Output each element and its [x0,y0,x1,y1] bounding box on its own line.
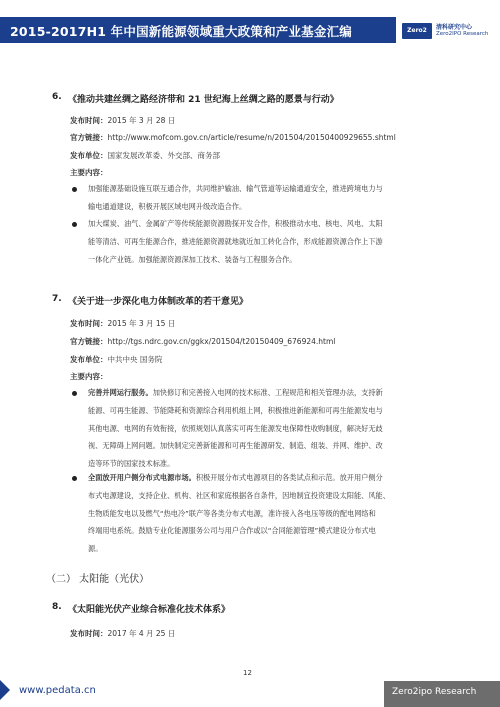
release-time-value: 2015 年 3 月 28 日 [107,116,176,125]
release-time-value: 2015 年 3 月 15 日 [107,319,176,328]
section-6-release-time [70,115,175,126]
official-link[interactable]: http://tgs.ndrc.gov.cn/ggkx/201504/t20150409_676924.html [107,337,336,346]
section-7-link [70,336,335,347]
bullet-icon [72,476,77,481]
zero2ipo-logo-icon: Zero2 [402,23,432,39]
section-6-publisher [70,150,220,161]
section-7-title: 《关于进一步深化电力体制改革的若干意见》 [68,297,249,307]
release-time-label: 发布时间： [70,629,108,638]
section-6-bullet-2: 加大煤炭、油气、金属矿产等传统能源资源勘探开发合作，积极推动水电、核电、风电、太阳 能等清洁、可再生能源合作，推进能源资源就地就近加工转化合作，形成能源资源合作上下游 一体化产业链。加强能源资源深加工技术、装备与工程服务合作。 [88,219,383,264]
bullet-icon [72,391,77,396]
section-6-number: 6. [52,92,62,102]
release-time-label: 发布时间： [70,319,108,328]
bullet-icon [72,222,77,227]
footer-brand: Zero2ipo Research [392,687,477,697]
section-7-release-time [70,318,175,329]
section-6-title: 《推动共建丝绸之路经济带和 21 世纪海上丝绸之路的愿景与行动》 [68,95,339,105]
page-number: 12 [243,669,252,677]
section-7-bullet-2: 全面放开用户侧分布式电源市场。积极开展分布式电源项目的各类试点和示范。放开用户侧分 布式电源建设，支持企业、机构、社区和家庭根据各自条件，因地制宜投资建设太阳能、风能、 生物质能发电以及燃气“热电冷”联产等各类分布式电源，准许接入各电压等级的配电网络和 终端用电系统。鼓励专业化能源服务公司与用户合作或以“合同能源管理”模式建设分布式电 源。 [88,473,390,554]
section-8-number: 8. [52,602,62,612]
section-7-number: 7. [52,294,62,304]
publisher-value: 国家发展改革委、外交部、商务部 [107,151,220,160]
section-6-content-label: 主要内容： [70,168,108,177]
publisher-label: 发布单位： [70,151,108,160]
footer-triangle-icon [0,680,10,700]
link-label: 官方链接： [70,133,108,142]
bullet-lead: 全面放开用户侧分布式电源市场。 [88,473,196,482]
publisher-value: 中共中央 国务院 [107,355,163,364]
link-label: 官方链接： [70,337,108,346]
section-6-bullet-1: 加强能源基础设施互联互通合作，共同维护输油、输气管道等运输通道安全，推进跨境电力与 输电通道建设，积极开展区域电网升级改造合作。 [88,184,383,211]
section-6-link [70,132,396,143]
header-title: 2015-2017H1 年中国新能源领域重大政策和产业基金汇编 [10,24,352,39]
bullet-icon [72,187,77,192]
section-8-title: 《太阳能光伏产业综合标准化技术体系》 [68,605,231,615]
release-time-value: 2017 年 4 月 25 日 [107,629,176,638]
official-link[interactable]: http://www.mofcom.gov.cn/article/resume/n/201504/20150400929655.shtml [107,133,396,142]
section-7-bullet-1: 完善并网运行服务。加快修订和完善接入电网的技术标准、工程规范和相关管理办法，支持新 能源、可再生能源、节能降耗和资源综合利用机组上网，积极推进新能源和可再生能源发电与 其他电源、电网的有效衔接，依照规划认真落实可再生能源发电保障性收购制度，解决好无歧 视、无障碍上网问题。加快制定完善新能源和可再生能源研发、制造、组装、并网、维护、改 造等环节的国家技术标准。 [88,388,383,469]
subheading-solar: （二） 太阳能（光伏） [46,574,150,585]
page-header [0,0,500,46]
publisher-label: 发布单位： [70,355,108,364]
bullet-lead: 完善并网运行服务。 [88,388,153,397]
section-7-publisher [70,354,162,365]
logo-english-name: Zero2IPO Research [436,31,489,37]
release-time-label: 发布时间： [70,116,108,125]
section-7-content-label: 主要内容： [70,372,108,381]
logo-chinese-name: 清科研究中心 [436,24,473,31]
footer-url[interactable]: www.pedata.cn [19,685,96,696]
section-8-release-time [70,628,175,639]
